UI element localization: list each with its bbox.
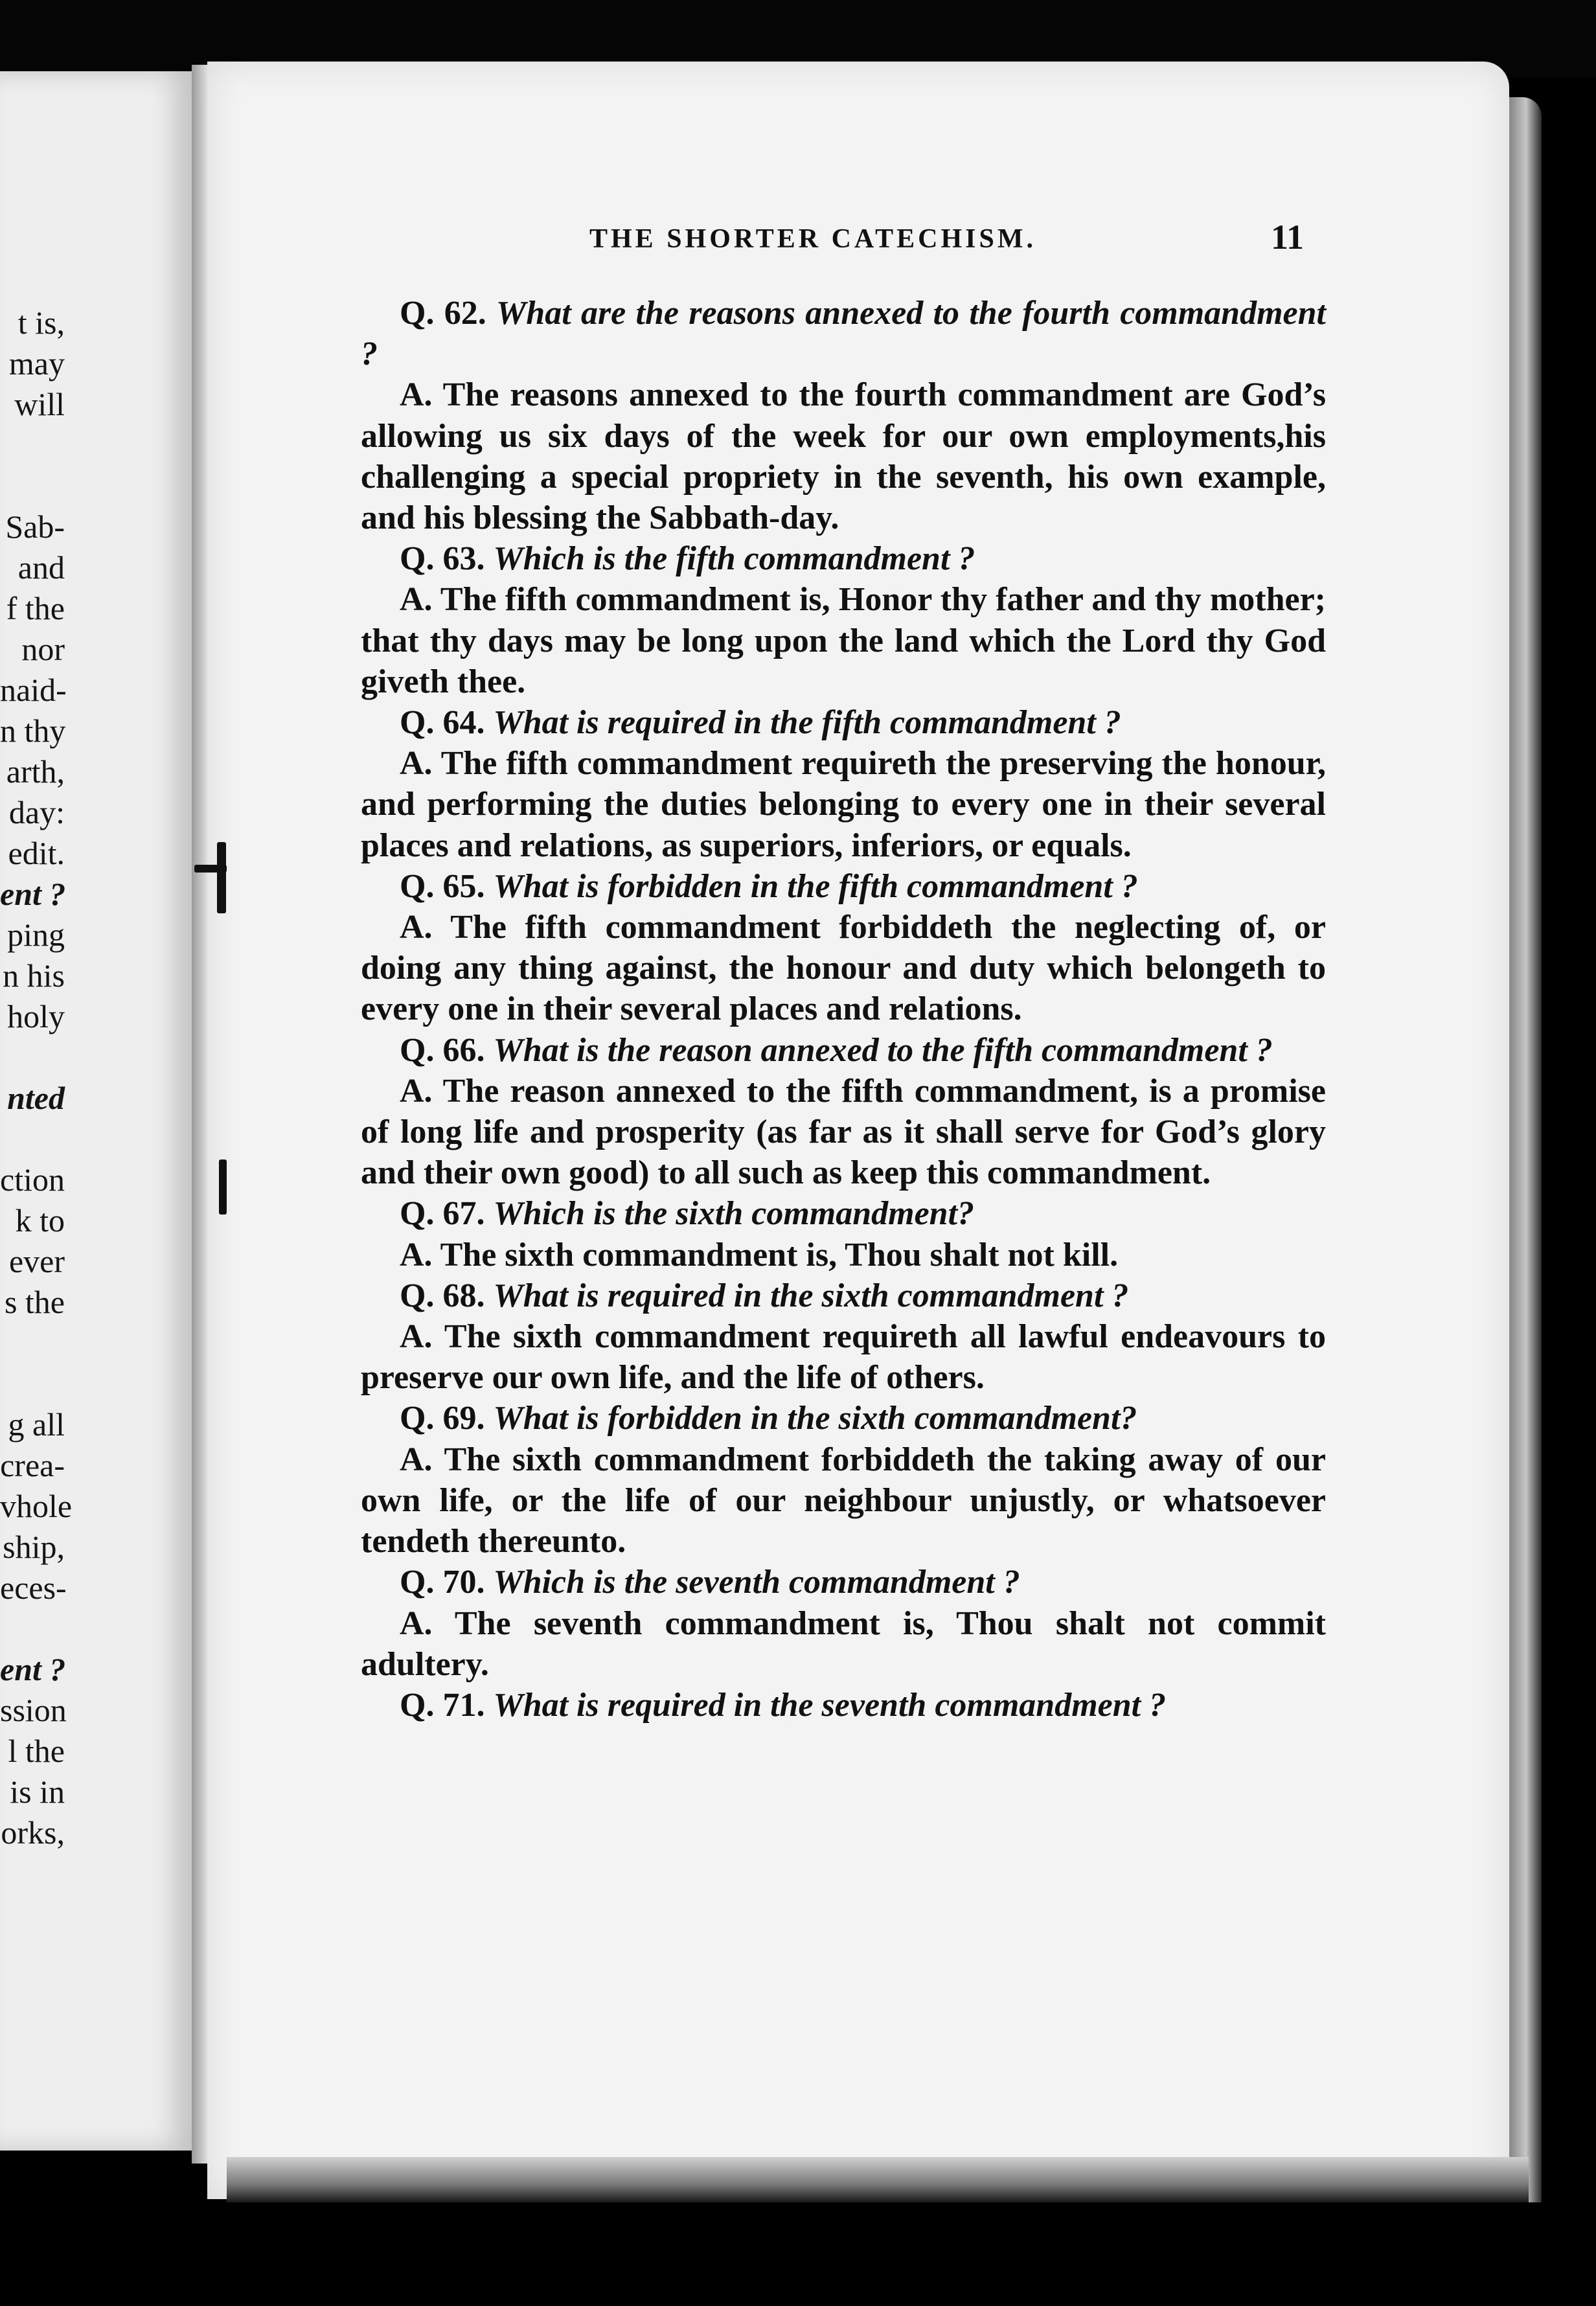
question-label: Q. 62. xyxy=(400,295,486,332)
left-page-fragment: s the xyxy=(4,1284,65,1320)
left-page-fragment: f the xyxy=(6,590,65,626)
ink-mark xyxy=(219,1159,227,1215)
question-label: Q. 63. xyxy=(400,540,485,578)
answer-63: A. The fifth commandment is, Honor thy father and thy mother; that thy days may be long upon the land which the Lord thy God giveth thee. xyxy=(361,581,1326,700)
left-page-fragment: n thy xyxy=(0,713,66,749)
left-page-fragment: ction xyxy=(0,1161,65,1198)
left-page-fragment: l the xyxy=(8,1733,65,1769)
answer-70: A. The seventh commandment is, Thou shalt not commit adultery. xyxy=(361,1604,1326,1683)
question-68 xyxy=(361,1275,1326,1316)
question-67 xyxy=(361,1193,1326,1234)
left-page-fragment: nted xyxy=(7,1080,65,1116)
question-62 xyxy=(361,293,1326,374)
left-page-fragment: k to xyxy=(15,1202,65,1239)
question-text: What is required in the fifth commandment ? xyxy=(493,704,1121,742)
page-bottom-edge xyxy=(227,2157,1529,2202)
question-71 xyxy=(361,1685,1326,1726)
question-65 xyxy=(361,866,1326,907)
left-page-fragment: orks, xyxy=(1,1814,65,1851)
answer-65: A. The fifth commandment forbiddeth the neglecting of, or doing any thing against, the honour and duty which belongeth to every one in their several places and relations. xyxy=(361,909,1326,1028)
left-page-fragment: is in xyxy=(10,1774,65,1810)
left-page-fragment: ship, xyxy=(3,1529,65,1565)
question-label: Q. 70. xyxy=(400,1564,485,1601)
left-page-fragment: may xyxy=(8,345,65,382)
left-page-fragment: and xyxy=(17,549,65,586)
left-page-fragment: ever xyxy=(8,1243,65,1279)
answer-62: A. The reasons annexed to the fourth commandment are God’s allowing us six days of the week for our own employments,his challenging a special propriety in the seventh, his own example, and his blessing the Sabbath-day. xyxy=(361,376,1326,537)
left-page-fragment: ssion xyxy=(0,1692,67,1728)
question-label: Q. 67. xyxy=(400,1195,485,1233)
question-63 xyxy=(361,538,1326,579)
ink-mark xyxy=(217,842,226,913)
question-text: What is required in the seventh commandment ? xyxy=(493,1686,1167,1724)
left-page-fragment: edit. xyxy=(8,835,65,871)
left-page-fragment: will xyxy=(14,386,65,422)
left-page-fragment: ent ? xyxy=(0,876,66,912)
left-page-fragment: t is, xyxy=(17,304,65,341)
left-page-fragment: day: xyxy=(8,794,65,830)
question-label: Q. 71. xyxy=(400,1686,485,1724)
question-text: What is the reason annexed to the fifth commandment ? xyxy=(493,1031,1273,1069)
ink-mark xyxy=(194,865,227,873)
answer-64: A. The fifth commandment requireth the preserving the honour, and performing the duties belonging to every one in their several places and relations, as superiors, inferiors, or equals. xyxy=(361,745,1326,864)
left-page xyxy=(0,71,198,2151)
question-label: Q. 69. xyxy=(400,1400,485,1437)
left-page-fragment: ping xyxy=(7,917,65,953)
question-label: Q. 65. xyxy=(400,867,485,905)
catechism-text xyxy=(361,293,1326,1726)
question-text: What are the reasons annexed to the fourth commandment ? xyxy=(361,295,1326,373)
left-page-fragment: naid- xyxy=(0,672,67,708)
question-66 xyxy=(361,1030,1326,1071)
answer-66: A. The reason annexed to the fifth commandment, is a promise of long life and prosperity (as far as it shall serve for God’s glory and their own good) to all such as keep this commandment. xyxy=(361,1072,1326,1192)
left-page-fragment: arth, xyxy=(6,753,65,790)
question-text: What is forbidden in the fifth commandment ? xyxy=(493,867,1138,905)
left-page-fragment: g all xyxy=(8,1406,65,1443)
left-page-fragment: Sab- xyxy=(5,508,65,545)
question-text: What is required in the sixth commandment ? xyxy=(493,1277,1129,1314)
left-page-fragment: holy xyxy=(7,998,65,1034)
question-70 xyxy=(361,1562,1326,1603)
answer-69: A. The sixth commandment forbiddeth the taking away of our own life, or the life of our neighbour unjustly, or whatsoever tendeth thereunto. xyxy=(361,1441,1326,1560)
question-69 xyxy=(361,1398,1326,1439)
question-64 xyxy=(361,702,1326,743)
question-label: Q. 66. xyxy=(400,1031,485,1069)
left-page-fragment: crea- xyxy=(0,1447,65,1483)
question-text: What is forbidden in the sixth commandment? xyxy=(493,1400,1137,1437)
answer-68: A. The sixth commandment requireth all lawful endeavours to preserve our own life, and the life of others. xyxy=(361,1318,1326,1397)
left-page-fragment: n his xyxy=(3,957,65,994)
question-text: Which is the seventh commandment ? xyxy=(493,1564,1020,1601)
question-label: Q. 68. xyxy=(400,1277,485,1314)
left-page-fragment: vhole xyxy=(0,1488,73,1524)
question-label: Q. 64. xyxy=(400,704,485,742)
left-page-fragment: eces- xyxy=(0,1570,67,1606)
left-page-fragment: ent ? xyxy=(0,1651,66,1687)
page-number: 11 xyxy=(1271,218,1305,257)
question-text: Which is the sixth commandment? xyxy=(493,1195,975,1233)
left-page-fragment: nor xyxy=(21,631,65,667)
running-head: THE SHORTER CATECHISM. xyxy=(589,224,1037,254)
question-text: Which is the fifth commandment ? xyxy=(493,540,975,578)
answer-67: A. The sixth commandment is, Thou shalt not kill. xyxy=(400,1236,1119,1273)
